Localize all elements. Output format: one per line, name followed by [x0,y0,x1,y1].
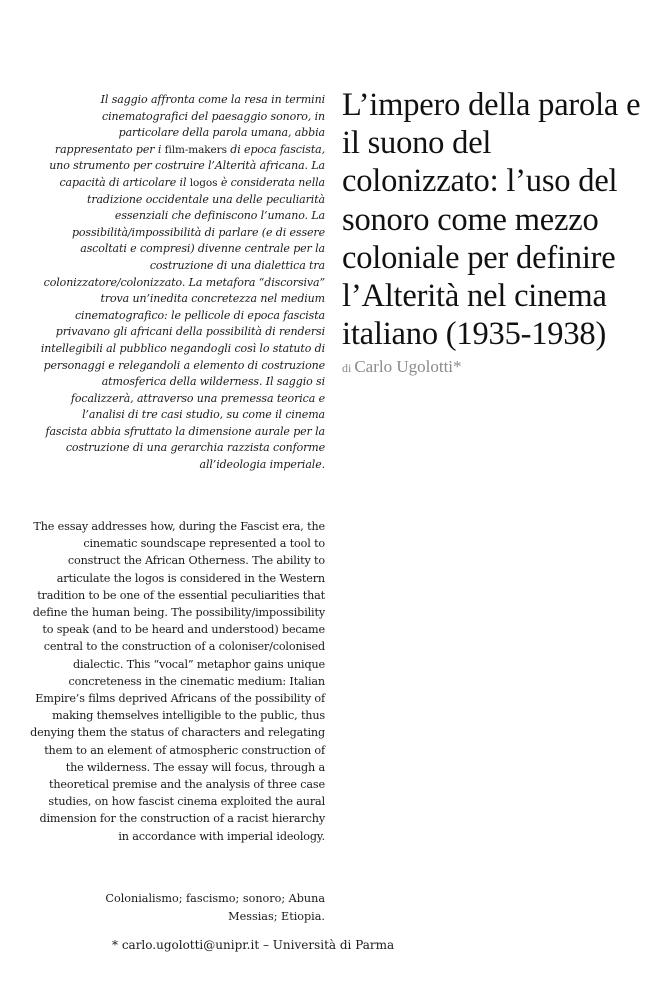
author-footnote: * carlo.ugolotti@unipr.it – Università di Parma [112,938,395,952]
term-logos: logos [189,176,218,189]
author-line [342,357,642,377]
article-title: L’impero della parola e il suono del colonizzato: l’uso del sonoro come mezzo coloniale per definire l’Alterità nel cinema italiano (1935-1938) [342,87,641,353]
abstract-italian-part-1: Il saggio affronta come la resa in termini cinematografici del paesaggio sonoro, in particolare della parola umana, abbia rappresentato per i [54,93,325,156]
term-filmmakers: film-makers [164,143,227,156]
author-prefix: di [342,361,352,376]
abstract-italian-part-3: è considerata nella tradizione occidentale una delle peculiarità essenziali che definiscono l’umano. La possibilità/impossibilità di parlare (e di essere ascoltati e compresi) divenne centrale per la costruzione di una dialettica tra colonizzatore/colonizzato. La metafora “discorsiva” trova un’inedita concretezza nel medium cinematografico: le pellicole di epoca fascista privavano gli africani della possibilità di rendersi intellegibili al pubblico negandogli così lo statuto di personaggi e relegandoli a elemento di costruzione atmosferica della wilderness. Il saggio si focalizzerà, attraverso una premessa teorica e l’analisi di tre casi studio, su come il cinema fascista abbia sfruttato la dimensione aurale per la costruzione di una gerarchia razzista conforme all’ideologia imperiale. [40,175,325,472]
keywords: Colonialismo; fascismo; sonoro; Abuna Messias; Etiopia. [105,892,325,923]
abstract-italian-part-2: di epoca fascista, uno strumento per costruire l’Alterità africana. La capacità di articolare il [49,142,325,189]
title-block [342,86,642,377]
abstract-english: The essay addresses how, during the Fascist era, the cinematic soundscape represented a tool to construct the African Otherness. The ability to articulate the logos is considered in the Western tradition to be one of the essential peculiarities that define the human being. The possibility/impossibility to speak (and to be heard and understood) became central to the construction of a coloniser/colonised dialectic. This “vocal” metaphor gains unique concreteness in the cinematic medium: Italian Empire’s films deprived Africans of the possibility of making themselves intelligible to the public, thus denying them the status of characters and relegating them to an element of atmospheric construction of the wilderness. The essay will focus, through a theoretical premise and the analysis of three case studies, on how fascist cinema exploited the aural dimension for the construction of a racist hierarchy in accordance with imperial ideology. [30,520,325,843]
abstract-italian [40,92,325,474]
author-name: Carlo Ugolotti* [354,357,462,377]
